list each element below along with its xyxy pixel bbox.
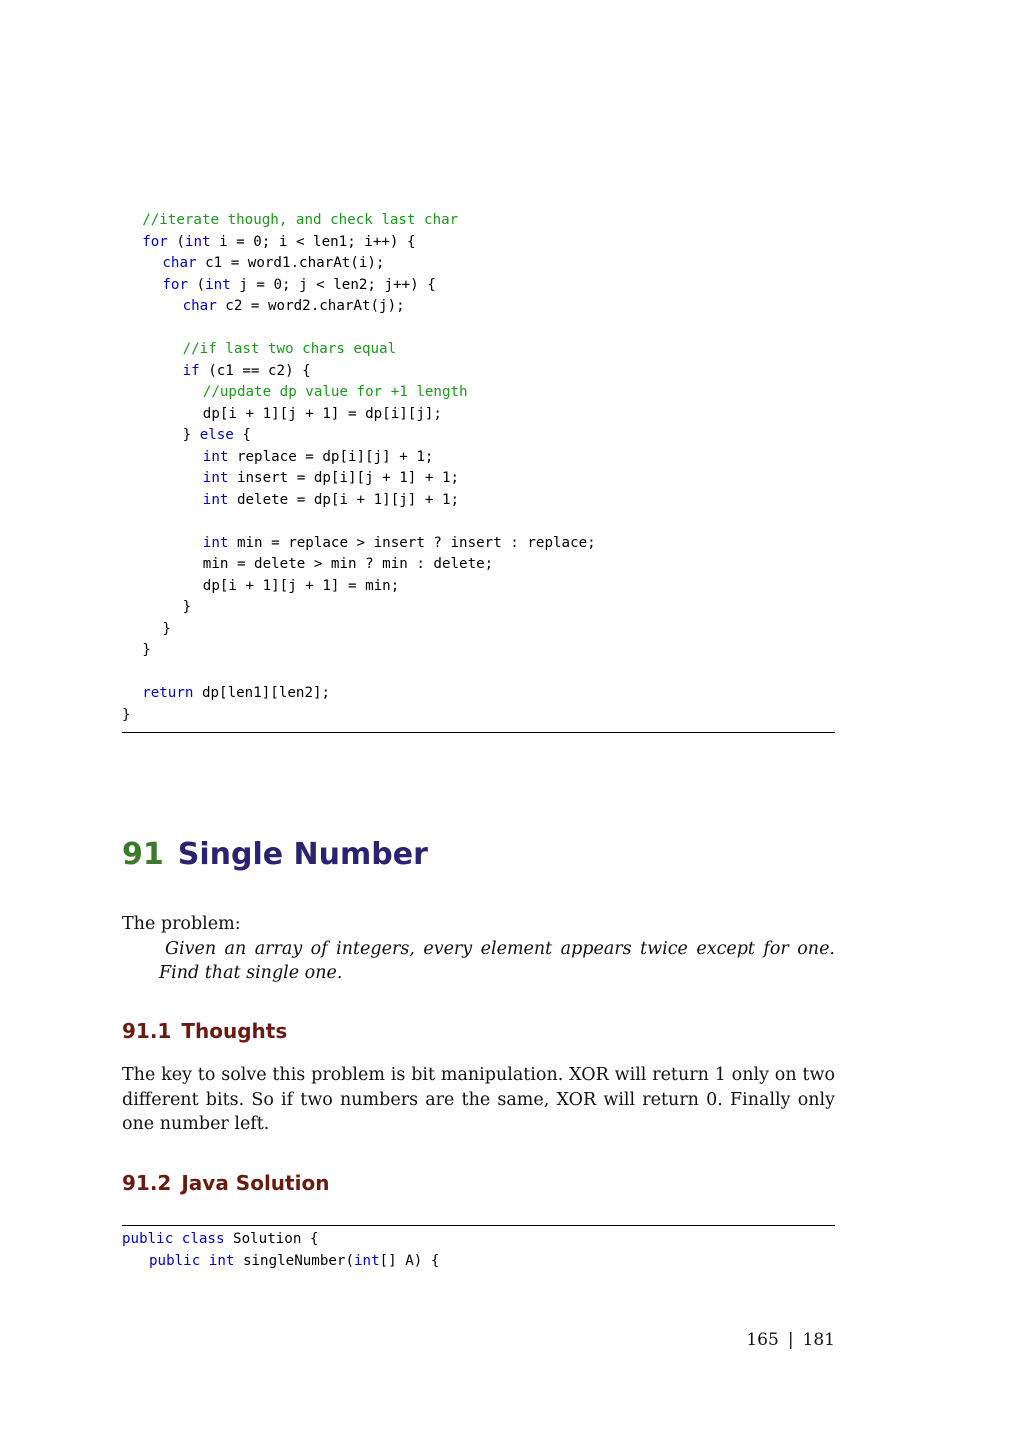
code-keyword: int — [202, 491, 229, 508]
section-heading-thoughts — [122, 1017, 287, 1045]
problem-label: The problem: — [122, 914, 241, 934]
code-text: delete = dp[i + 1][j] + 1; — [228, 491, 460, 508]
code-line — [162, 619, 171, 639]
code-line — [142, 210, 458, 230]
code-comment: //update dp value for +1 length — [202, 384, 468, 400]
code-text: min = delete > min ? min : delete; — [202, 556, 494, 572]
code-line — [183, 425, 251, 445]
page-total: 181 — [802, 1330, 835, 1350]
code-text: } — [122, 706, 131, 723]
code-text: replace = dp[i][j] + 1; — [228, 448, 434, 465]
code-line — [183, 296, 405, 316]
code-keyword: if — [182, 362, 200, 379]
code-text: } — [182, 427, 200, 443]
code-text: dp[i + 1][j + 1] = min; — [202, 577, 400, 594]
code-keyword: for — [142, 233, 168, 250]
code-text: } — [142, 642, 151, 658]
code-keyword: int — [354, 1253, 380, 1269]
code-text: singleNumber( — [234, 1253, 355, 1269]
page-separator: | — [787, 1330, 794, 1350]
code-line — [203, 404, 442, 424]
page-number — [720, 1330, 835, 1350]
chapter-heading — [122, 835, 428, 875]
code-keyword: int — [202, 448, 229, 465]
code-line — [122, 1229, 318, 1249]
code-keyword: else — [199, 427, 234, 443]
code-line — [183, 361, 311, 381]
code-text: c2 = word2.charAt(j); — [216, 298, 405, 314]
page-current: 165 — [746, 1330, 779, 1350]
code-keyword: int — [205, 276, 231, 293]
code-keyword: int — [202, 470, 229, 486]
code-line — [183, 597, 192, 617]
code-text: { — [233, 427, 251, 443]
code-text: insert = dp[i][j + 1] + 1; — [228, 470, 460, 486]
code-keyword: for — [162, 276, 189, 293]
code-line — [162, 275, 435, 295]
thoughts-paragraph: The key to solve this problem is bit manipulation. XOR will return 1 only on two different bits. So if two numbers are the same, XOR will return 0. Finally only one number left. — [122, 1065, 835, 1134]
code-text: min = replace > insert ? insert : replace; — [228, 534, 596, 551]
code-comment: //iterate though, and check last char — [142, 212, 459, 228]
code-text: c1 = word1.charAt(i); — [196, 255, 385, 271]
code-text: } — [162, 620, 171, 637]
code-keyword: public int — [149, 1253, 235, 1269]
code-text: ( — [167, 233, 185, 250]
code-line — [149, 1251, 439, 1271]
code-line — [203, 576, 399, 596]
code-text: } — [182, 599, 192, 615]
code-comment: //if last two chars equal — [182, 341, 397, 357]
code-text: dp[len1][len2]; — [193, 685, 331, 701]
code-text: (c1 == c2) { — [199, 362, 311, 379]
section-title: Thoughts — [181, 1019, 288, 1043]
code-keyword: int — [202, 534, 229, 551]
section-number: 91.2 — [122, 1171, 172, 1195]
code-text: j = 0; j < len2; j++) { — [230, 276, 436, 293]
code-bottom-rule — [122, 732, 835, 733]
section-number: 91.1 — [122, 1019, 172, 1043]
code-text: dp[i + 1][j + 1] = dp[i][j]; — [202, 405, 442, 422]
code-line — [183, 339, 397, 359]
section-title: Java Solution — [181, 1171, 330, 1195]
code-top-rule — [122, 1225, 835, 1226]
code-line — [203, 533, 596, 553]
chapter-title: Single Number — [177, 837, 428, 872]
code-text: i = 0; i < len1; i++) { — [210, 233, 416, 250]
code-keyword: int — [184, 233, 211, 250]
code-text: Solution { — [224, 1231, 319, 1247]
code-line — [122, 705, 131, 725]
code-keyword: public class — [122, 1231, 225, 1247]
code-line — [162, 253, 384, 273]
code-keyword: return — [142, 685, 194, 701]
code-text: ( — [188, 276, 206, 293]
code-line — [203, 490, 459, 510]
code-line — [203, 554, 493, 574]
code-text: [] A) { — [379, 1253, 440, 1269]
code-keyword: char — [182, 298, 217, 314]
problem-quote: Given an array of integers, every element appears twice except for one. Find that single one. — [159, 939, 835, 983]
code-line — [142, 683, 330, 703]
code-line — [142, 232, 415, 252]
code-line — [203, 382, 468, 402]
code-line — [142, 640, 151, 660]
code-line — [203, 468, 459, 488]
code-line — [203, 447, 434, 467]
code-keyword: char — [162, 255, 197, 271]
chapter-number: 91 — [122, 837, 164, 872]
section-heading-java-solution — [122, 1169, 329, 1197]
